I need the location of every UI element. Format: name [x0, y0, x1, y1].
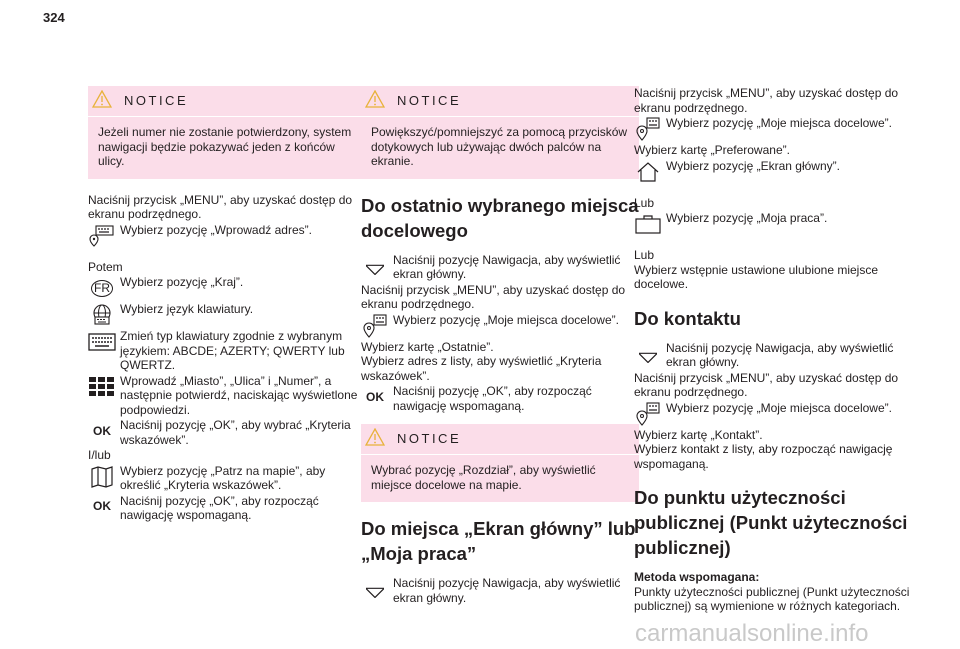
step-text: Wybierz pozycję „Moje miejsca docelowe”. — [393, 312, 619, 327]
destinations-pin-icon — [634, 401, 662, 427]
step-text: Wybierz pozycję „Patrz na mapie”, aby określić „Kryteria wskazówek”. — [120, 463, 326, 492]
step-text: Wybierz pozycję „Kraj”. — [120, 275, 244, 289]
watermark: carmanualsonline.info — [635, 620, 869, 647]
keyboard-pin-icon — [88, 223, 116, 249]
step-text: Naciśnij pozycję Nawigacja, aby wyświetlić ekran główny. — [666, 340, 894, 369]
body-text: Wybierz kartę „Preferowane”. — [634, 143, 790, 157]
intro-text: Naciśnij przycisk „MENU”, aby uzyskać dostęp do ekranu podrzędnego. — [361, 282, 626, 311]
step-navigation — [634, 341, 912, 370]
home-icon — [634, 159, 662, 185]
step-text: Naciśnij pozycję „OK”, aby rozpocząć nawigację wspomaganą. — [120, 493, 319, 522]
ok-icon: OK — [93, 423, 111, 438]
notice-title: NOTICE — [124, 92, 189, 108]
section-heading: Do ostatnio wybranego miejsca docelowego — [361, 194, 639, 241]
step-ok-criteria — [88, 418, 366, 447]
page-number: 324 — [43, 10, 65, 25]
warning-triangle-icon — [365, 90, 385, 112]
warning-triangle-icon — [92, 90, 112, 112]
step-ok-start — [88, 494, 366, 523]
step-text: Wybierz pozycję „Moja praca”. — [666, 211, 828, 225]
subheading: Metoda wspomagana: — [634, 570, 760, 584]
then-text: Potem — [88, 259, 123, 274]
notice-text: Powiększyć/pomniejszyć za pomocą przycisków dotykowych lub używając dwóch palców na ekranie. — [361, 116, 639, 179]
step-enter-city — [88, 374, 366, 418]
or-text: Lub — [634, 248, 655, 262]
country-fr-icon: FR — [88, 275, 116, 301]
step-text: Wybierz pozycję „Ekran główny”. — [666, 158, 840, 173]
grid-keys-icon — [88, 374, 116, 400]
column-2 — [361, 86, 639, 606]
map-icon — [88, 464, 116, 490]
intro-text: Naciśnij przycisk „MENU”, aby uzyskać dostęp do ekranu podrzędnego. — [634, 86, 899, 115]
step-country — [88, 275, 366, 301]
step-text: Wybierz pozycję „Moje miejsca docelowe”. — [666, 400, 892, 415]
notice-text: Jeżeli numer nie zostanie potwierdzony, system nawigacji będzie pokazywać jeden z końców ulicy. — [88, 116, 366, 179]
step-keyboard-type — [88, 329, 366, 373]
step-work — [634, 211, 912, 237]
notice-box — [88, 86, 366, 179]
notice-box — [361, 424, 639, 502]
body-text: Wybierz kartę „Kontakt”. — [634, 427, 763, 442]
body-text: Wybierz wstępnie ustawione ulubione miejsce docelowe. — [634, 262, 879, 291]
section-heading: Do kontaktu — [634, 307, 741, 329]
step-text: Wybierz język klawiatury. — [120, 302, 254, 316]
notice-title: NOTICE — [397, 430, 462, 446]
destinations-pin-icon — [634, 116, 662, 142]
step-text: Wprowadź „Miasto”, „Ulica” i „Numer”, a następnie potwierdź, naciskając wyświetlone podpowiedzi. — [120, 373, 358, 417]
step-my-destinations — [361, 313, 639, 339]
column-1 — [88, 86, 366, 524]
step-text: Naciśnij pozycję Nawigacja, aby wyświetlić ekran główny. — [393, 576, 621, 605]
notice-box — [361, 86, 639, 179]
step-ok-start — [361, 384, 639, 413]
body-text: Wybierz kontakt z listy, aby rozpocząć nawigację wspomaganą. — [634, 442, 893, 471]
column-3 — [634, 86, 912, 614]
navigation-arrow-icon — [634, 341, 662, 367]
step-text: Naciśnij pozycję „OK”, aby wybrać „Kryteria wskazówek”. — [120, 418, 351, 447]
destinations-pin-icon — [361, 313, 389, 339]
step-keyboard-language — [88, 302, 366, 328]
or-text: Lub — [634, 195, 655, 210]
step-enter-address — [88, 223, 366, 249]
globe-keyboard-icon — [88, 302, 116, 328]
andor-text: I/lub — [88, 448, 111, 462]
intro-text: Naciśnij przycisk „MENU”, aby uzyskać dostęp do ekranu podrzędnego. — [634, 370, 899, 399]
step-text: Zmień typ klawiatury zgodnie z wybranym językiem: ABCDE; AZERTY; QWERTY lub QWERTZ. — [120, 329, 345, 372]
ok-icon: OK — [93, 499, 111, 514]
body-text: Punkty użyteczności publicznej (Punkt użyteczności publicznej) są wymienione w różnych kategoriach. — [634, 584, 910, 613]
keyboard-icon — [88, 329, 116, 355]
ok-icon: OK — [366, 389, 384, 404]
step-text: Naciśnij pozycję „OK”, aby rozpocząć nawigację wspomaganą. — [393, 384, 592, 413]
step-view-map — [88, 464, 366, 493]
step-my-destinations — [634, 116, 912, 142]
body-text: Wybierz kartę „Ostatnie”. — [361, 339, 494, 354]
section-heading: Do miejsca „Ekran główny” lub „Moja praca” — [361, 518, 636, 564]
step-text: Wybierz pozycję „Moje miejsca docelowe”. — [666, 116, 892, 130]
section-heading: Do punktu użyteczności publicznej (Punkt użyteczności publicznej) — [634, 487, 908, 558]
step-navigation — [361, 253, 639, 282]
step-navigation — [361, 576, 639, 605]
navigation-arrow-icon — [361, 253, 389, 279]
intro-text: Naciśnij przycisk „MENU”, aby uzyskać dostęp do ekranu podrzędnego. — [88, 192, 353, 221]
step-home — [634, 159, 912, 185]
notice-title: NOTICE — [397, 92, 462, 108]
notice-text: Wybrać pozycję „Rozdział”, aby wyświetlić miejsce docelowe na mapie. — [361, 454, 639, 502]
warning-triangle-icon — [365, 428, 385, 450]
briefcase-icon — [634, 211, 662, 237]
body-text: Wybierz adres z listy, aby wyświetlić „Kryteria wskazówek”. — [361, 354, 602, 383]
step-text: Naciśnij pozycję Nawigacja, aby wyświetlić ekran główny. — [393, 252, 621, 281]
step-text: Wybierz pozycję „Wprowadź adres”. — [120, 222, 312, 237]
step-my-destinations — [634, 401, 912, 427]
navigation-arrow-icon — [361, 576, 389, 602]
